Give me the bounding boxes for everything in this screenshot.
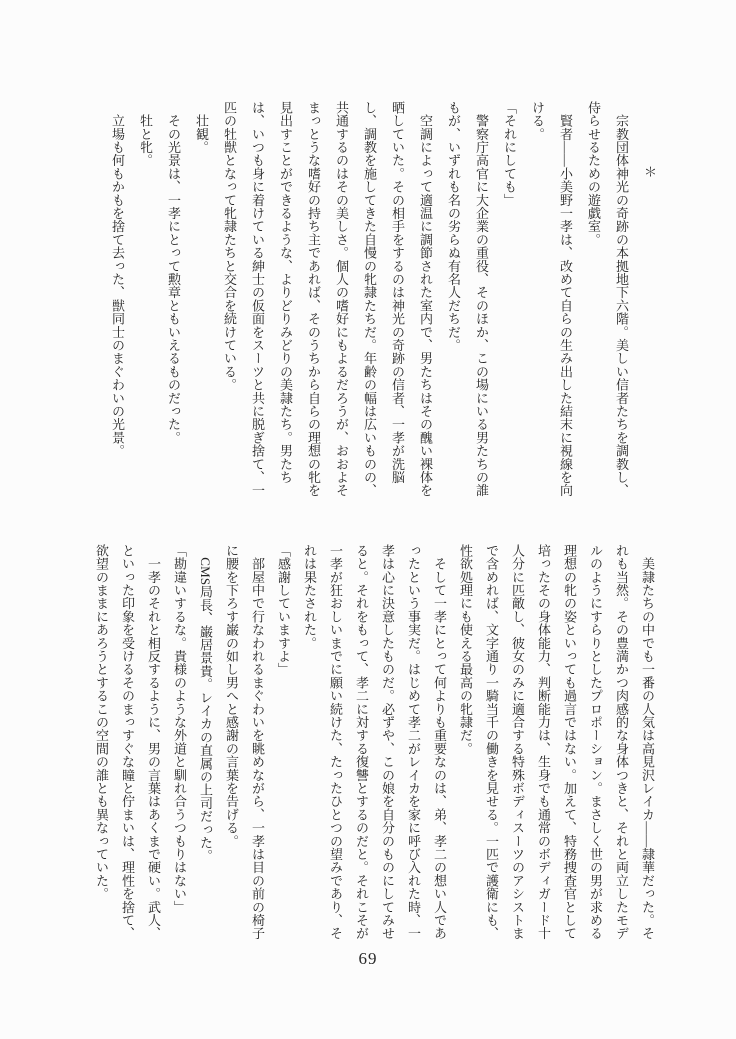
text-line: 性欲処理にも使える最高の牝隷だ。 xyxy=(458,544,473,756)
text-line: ったという事実だ。はじめて孝二がレイカを家に呼び入れた時、一 xyxy=(406,544,421,940)
text-line: もが、いずれも名の劣らぬ有名人だちだ。 xyxy=(446,101,461,352)
text-line: 見出すことができるような、よりどりみどりの美隷たち。男たち xyxy=(278,101,293,484)
text-line: ると。それをもって、孝二に対する復讐とするのだと。それこそが xyxy=(354,544,369,940)
text-line: その光景は、一孝にとって勲章ともいえるものだった。 xyxy=(166,101,181,445)
text-line: に腰を下ろす巌の如し男へと感謝の言葉を告げる。 xyxy=(224,544,239,848)
text-line: 人分に匹敵し、彼女のみに適合する特殊ボディスーツのアシストま xyxy=(510,544,525,940)
text-line: 部屋中で行なわれるまぐわいを眺めながら、一孝は目の前の椅子 xyxy=(250,544,265,940)
text-line: 一孝が狂おしいまでに願い続けた、たったひとつの望みであり、そ xyxy=(328,544,343,940)
text-line: 一孝のそれと相反するように、男の言葉はあくまで硬い。武人、 xyxy=(146,544,161,940)
text-line: 壮観。 xyxy=(194,101,209,154)
bottom-text-block xyxy=(88,544,660,940)
text-line: といった印象を受けるそのまっすぐな瞳と佇まいは、理性を捨て、 xyxy=(120,544,135,940)
text-line: し、調教を施してきた自慢の牝隷たちだ。年齢の幅は広いものの、 xyxy=(362,101,377,497)
text-line: 晒していた。その相手をするのは神光の奇跡の信者、一孝が洗脳 xyxy=(390,101,405,484)
text-line: 培ったその身体能力、判断能力は、生身でも通常のボディガード十 xyxy=(536,544,551,940)
text-line: ける。 xyxy=(530,101,545,141)
text-line: 欲望のままにあろうとするこの空間の誰とも異なっていた。 xyxy=(94,544,109,901)
top-text-block xyxy=(103,101,663,497)
text-line: ルのようにすらりとしたプロポーション。まさしく世の男が求める xyxy=(588,544,603,940)
text-line: 空調によって適温に調節された室内で、男たちはその醜い裸体を xyxy=(418,101,433,497)
text-line: 理想の牝の姿といっても過言ではない。加えて、特務捜査官として xyxy=(562,544,577,940)
text-line: CMS局長、巌居景貴。レイカの直属の上司だった。 xyxy=(198,544,213,863)
text-line: 立場も何もかもを捨て去った、獣同士のまぐわいの光景。 xyxy=(110,101,125,458)
text-line: 「感謝していますよ」 xyxy=(276,544,291,676)
text-line: 警察庁高官に大企業の重役、そのほか、この場にいる男たちの誰 xyxy=(474,101,489,497)
text-line: 共通するのはその美しさ。個人の嗜好にもよるだろうが、おおよそ xyxy=(334,101,349,497)
text-line: は、いつも身に着けている紳士の仮面をスーツと共に脱ぎ捨て、一 xyxy=(250,101,265,497)
text-line: まっとうな嗜好の持ち主であれば、そのうちから自らの理想の牝を xyxy=(306,101,321,497)
text-line: れは果たされた。 xyxy=(302,544,317,650)
section-divider: ＊ xyxy=(642,165,657,179)
text-line: 孝は心に決意したものだ。必ずや、この娘を自分のものにしてみせ xyxy=(380,544,395,940)
text-line: そして一孝にとって何よりも重要なのは、弟、孝二の想い人であ xyxy=(432,544,447,940)
text-line: で含めれば、文字通り一騎当千の働きを見せる。一匹で護衛にも、 xyxy=(484,544,499,940)
page-number: 69 xyxy=(358,949,378,968)
text-line: 宗教団体神光の奇跡の本拠地下六階。美しい信者たちを調教し、 xyxy=(614,101,629,497)
text-line: 侍らせるための遊戯室。 xyxy=(586,101,601,247)
text-line: 匹の牡獣となって牝隷たちと交合を続けている。 xyxy=(222,101,237,392)
text-line: れも当然。その豊満かつ肉感的な身体つきと、それと両立したモデ xyxy=(614,544,629,940)
text-line: 美隷たちの中でも一番の人気は高見沢レイカ――隷華だった。そ xyxy=(640,544,655,940)
text-line: 「勘違いするな。貴様のような外道と馴れ合うつもりはない」 xyxy=(172,544,187,914)
text-line: 牡と牝。 xyxy=(138,101,153,167)
text-line: 賢者――小美野一孝は、改めて自らの生み出した結末に視線を向 xyxy=(558,101,573,497)
text-line: 「それにしても」 xyxy=(502,101,517,207)
